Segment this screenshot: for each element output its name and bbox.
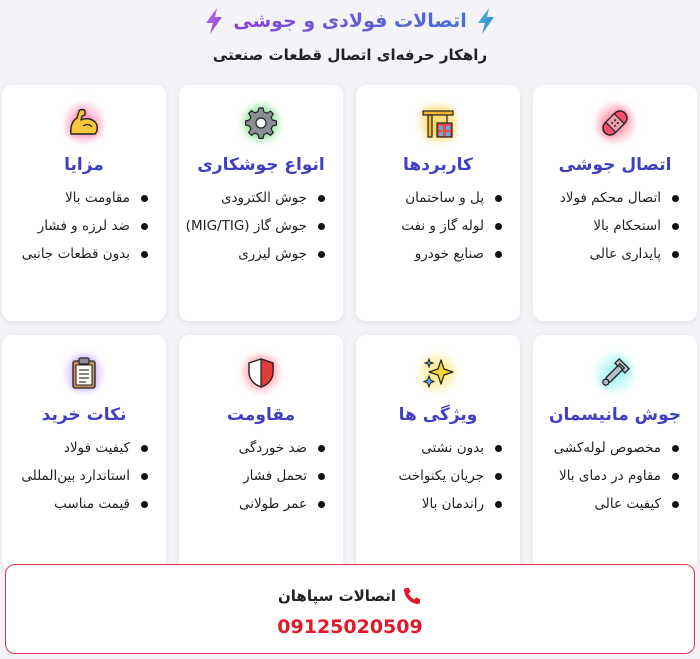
list-item: قیمت مناسب — [2, 495, 148, 514]
card-list — [356, 189, 520, 264]
feature-card — [179, 335, 343, 571]
page-title: اتصالات فولادی و جوشی — [233, 10, 467, 32]
feature-card — [533, 335, 697, 571]
card-title: مزایا — [64, 155, 104, 175]
list-item: بدون قطعات جانبی — [2, 245, 148, 264]
list-item: کیفیت عالی — [533, 495, 679, 514]
card-list — [533, 189, 697, 264]
card-list — [2, 439, 166, 514]
card-title: مقاومت — [226, 405, 296, 425]
list-item: مخصوص لوله‌کشی — [533, 439, 679, 458]
card-title: اتصال جوشی — [558, 155, 672, 175]
feature-card — [356, 85, 520, 321]
feature-grid — [3, 85, 697, 571]
bandage-icon — [593, 101, 637, 145]
feature-card — [356, 335, 520, 571]
list-item: راندمان بالا — [356, 495, 502, 514]
list-item: جریان یکنواخت — [356, 467, 502, 486]
lightning-bolt-icon — [203, 7, 225, 35]
feature-card — [533, 85, 697, 321]
wrench-icon — [593, 351, 637, 395]
card-list — [179, 439, 343, 514]
card-list — [179, 189, 343, 264]
list-item: پل و ساختمان — [356, 189, 502, 208]
feature-card — [179, 85, 343, 321]
list-item: اتصال محکم فولاد — [533, 189, 679, 208]
clipboard-icon — [62, 351, 106, 395]
list-item: صنایع خودرو — [356, 245, 502, 264]
list-item: جوش الکترودی — [179, 189, 325, 208]
sparkles-icon — [416, 351, 460, 395]
card-list — [533, 439, 697, 514]
card-title: کاربردها — [403, 155, 473, 175]
card-title: جوش مانیسمان — [548, 405, 682, 425]
contact-row — [6, 586, 694, 606]
feature-card — [2, 85, 166, 321]
telephone-icon — [402, 586, 422, 606]
card-title: انواع جوشکاری — [197, 155, 325, 175]
page-subtitle: راهکار حرفه‌ای اتصال قطعات صنعتی — [212, 46, 488, 64]
lightning-bolt-icon — [475, 7, 497, 35]
list-item: مقاوم در دمای بالا — [533, 467, 679, 486]
construction-crane-icon — [416, 101, 460, 145]
title-row — [0, 5, 700, 37]
list-item: کیفیت فولاد — [2, 439, 148, 458]
company-name: اتصالات سپاهان — [278, 587, 396, 605]
list-item: مقاومت بالا — [2, 189, 148, 208]
list-item: ضد خوردگی — [179, 439, 325, 458]
card-title: نکات خرید — [41, 405, 127, 425]
page-header — [0, 0, 700, 64]
list-item: عمر طولانی — [179, 495, 325, 514]
list-item: جوش گاز (MIG/TIG) — [179, 217, 325, 236]
feature-card — [2, 335, 166, 571]
list-item: تحمل فشار — [179, 467, 325, 486]
list-item: استاندارد بین‌المللی — [2, 467, 148, 486]
card-title: ویژگی ها — [398, 405, 478, 425]
phone-number-link[interactable]: 09125020509 — [277, 616, 423, 638]
shield-icon — [239, 351, 283, 395]
flexed-bicep-icon — [62, 101, 106, 145]
card-list — [356, 439, 520, 514]
gear-icon — [239, 101, 283, 145]
card-list — [2, 189, 166, 264]
list-item: پایداری عالی — [533, 245, 679, 264]
list-item: استحکام بالا — [533, 217, 679, 236]
list-item: لوله گاز و نفت — [356, 217, 502, 236]
contact-box — [5, 564, 695, 654]
list-item: ضد لرزه و فشار — [2, 217, 148, 236]
list-item: جوش لیزری — [179, 245, 325, 264]
list-item: بدون نشتی — [356, 439, 502, 458]
